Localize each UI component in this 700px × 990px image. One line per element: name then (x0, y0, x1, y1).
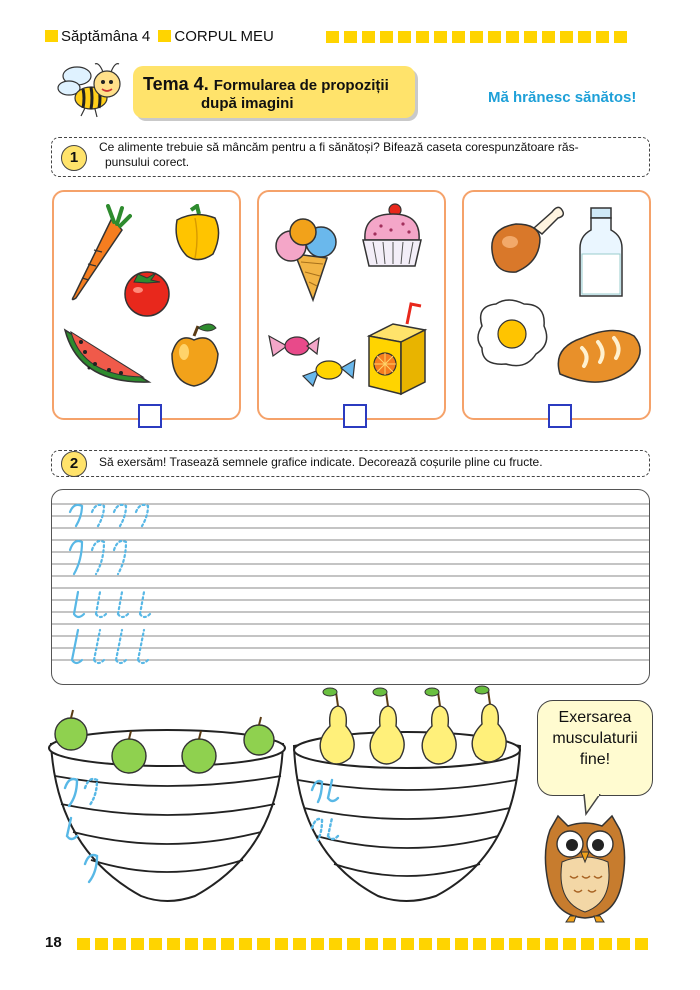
speech-bubble (537, 700, 653, 796)
exercise2-text: Să exersăm! Trasează semnele grafice indicate. Decorează coșurile pline cu fructe. (99, 455, 543, 469)
basket-pears[interactable] (290, 684, 525, 915)
juice-box-icon (363, 302, 433, 397)
header-chapter: CORPUL MEU (174, 28, 274, 45)
header-week: Săptămâna 4 (61, 28, 151, 45)
bee-icon (55, 58, 135, 120)
food-card-1-checkbox[interactable] (138, 404, 162, 428)
basket-apples[interactable] (45, 700, 290, 915)
lesson-title-number: Tema 4. (143, 74, 209, 94)
exercise2-number-badge: 2 (61, 451, 87, 477)
page-header (45, 28, 274, 45)
exercise1-text-line2: punsului corect. (105, 155, 190, 169)
lesson-title-box (133, 66, 415, 118)
food-card-3-checkbox[interactable] (548, 404, 572, 428)
lesson-subtitle: Mă hrănesc sănătos! (488, 89, 637, 106)
speech-bubble-line1: Exersarea (558, 709, 632, 726)
lesson-title (143, 74, 389, 95)
food-card-2-checkbox[interactable] (343, 404, 367, 428)
lesson-title-line2: după imagini (201, 95, 294, 112)
speech-bubble-line3: fine! (579, 751, 611, 768)
food-card-1 (52, 190, 241, 420)
fried-egg-icon (472, 296, 552, 371)
bread-icon (552, 322, 647, 392)
owl-icon (540, 812, 630, 924)
food-card-3 (462, 190, 651, 420)
cupcake-icon (357, 200, 427, 272)
ice-cream-icon (269, 214, 344, 304)
exercise1-text (99, 140, 644, 170)
milk-bottle-icon (574, 204, 629, 304)
header-marker-icon (158, 30, 171, 42)
watermelon-icon (59, 322, 154, 392)
chicken-leg-icon (482, 202, 567, 282)
bell-pepper-icon (169, 204, 224, 264)
food-card-2 (257, 190, 446, 420)
candy-icon (267, 324, 357, 392)
exercise1-text-line1: Ce alimente trebuie să mâncăm pentru a fi sănătoși? Bifează caseta corespunzătoare răs- (99, 140, 579, 154)
apple-icon (164, 320, 229, 395)
page-number: 18 (45, 934, 62, 951)
footer-dash-strip (77, 938, 648, 950)
exercise1-number-badge: 1 (61, 145, 87, 171)
tomato-icon (118, 266, 176, 318)
speech-bubble-line2: musculaturii (552, 730, 638, 747)
handwriting-lines[interactable] (51, 489, 650, 685)
header-dash-strip (326, 31, 627, 43)
lesson-title-rest: Formularea de propoziții (213, 77, 389, 94)
handwriting-ruling (52, 490, 649, 684)
header-marker-icon (45, 30, 58, 42)
